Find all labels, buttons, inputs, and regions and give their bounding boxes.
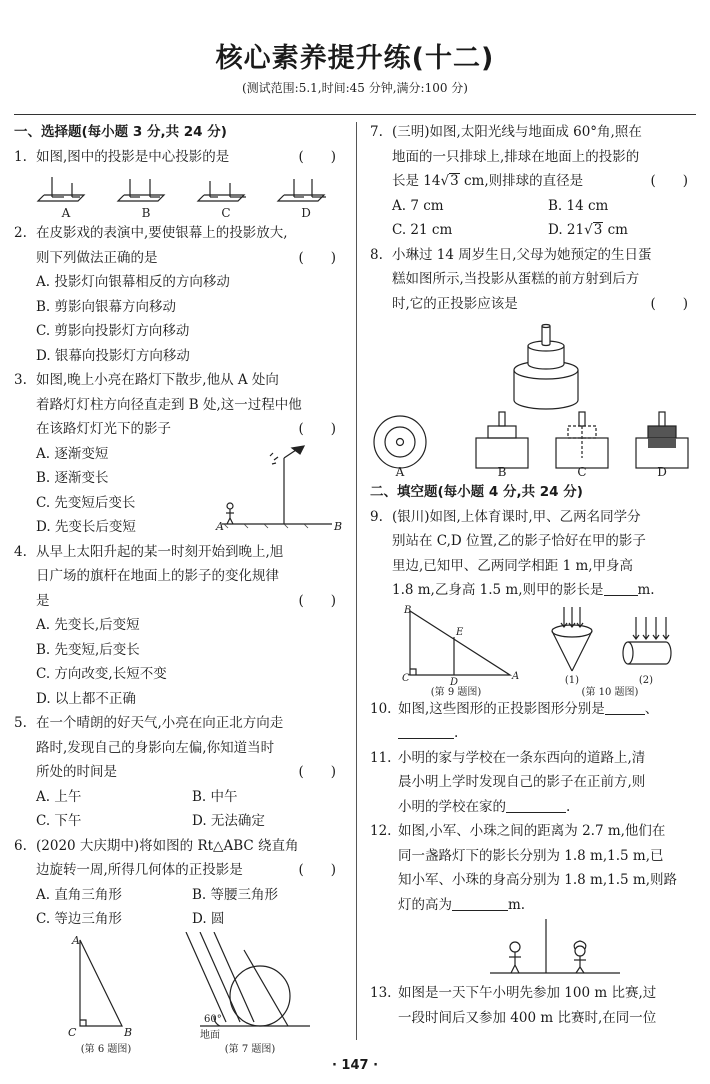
answer-bracket: ( )	[298, 249, 336, 266]
q8-label-d: D	[657, 465, 667, 476]
question-text-line: 着路灯灯柱方向径直走到 B 处,这一过程中他	[36, 396, 302, 413]
question-end: .	[454, 725, 459, 741]
options-grid	[14, 883, 346, 932]
question-5	[14, 711, 346, 785]
q6-caption: (第 6 题图)	[80, 1043, 132, 1055]
question-2	[14, 221, 346, 270]
question-text-line: 里边,已知甲、乙两同学相距 1 m,甲身高	[392, 557, 634, 574]
question-text-line: 小明的学校在家的	[398, 798, 506, 815]
sqrt-symbol: √	[584, 222, 593, 238]
question-number: 1.	[14, 148, 27, 165]
answer-blank[interactable]	[604, 580, 638, 596]
q8-label-b: B	[497, 465, 507, 476]
q1-option-d-figure	[278, 179, 326, 201]
q9-figure	[410, 611, 510, 675]
q6-fig-label-c: C	[68, 1025, 77, 1039]
question-number: 7.	[370, 124, 383, 140]
question-text-line: 在一个晴朗的好天气,小亮在向正北方向走	[36, 715, 284, 731]
question-6	[14, 834, 346, 883]
question-text-line: 地面的一只排球上,排球在地面上的投影的	[392, 148, 640, 165]
q1-option-b-figure	[118, 179, 164, 201]
q3-streetlight-figure	[214, 444, 344, 536]
option-b: B. 先变短,后变长	[36, 641, 140, 658]
option-c: C. 等边三角形	[36, 911, 122, 927]
option-d: D. 无法确定	[192, 813, 265, 829]
option-c: C. 下午	[36, 813, 82, 829]
question-text-line: 糕如图所示,当投影从蛋糕的前方射到后方	[392, 271, 640, 287]
q1-label-a: A	[61, 206, 71, 220]
q8-label-c: C	[577, 465, 587, 476]
question-text-line: 长是 14	[392, 173, 441, 189]
q10-cone-figure	[552, 607, 592, 671]
question-number: 13.	[370, 985, 392, 1001]
question-text-line: 边旋转一周,所得几何体的正投影是	[36, 862, 243, 878]
q8-option-d-figure	[636, 412, 688, 468]
question-text-line: 小明的家与学校在一条东西向的道路上,清	[398, 749, 646, 766]
option-c: C. 剪影向投影灯方向移动	[36, 323, 190, 339]
option-b: B. 中午	[192, 788, 238, 805]
q7-ball-figure	[186, 932, 310, 1026]
q7-ground-label: 地面	[200, 1029, 220, 1041]
answer-bracket: ( )	[298, 592, 336, 609]
question-text: 如图,图中的投影是中心投影的是	[36, 148, 230, 165]
q8-cake-figure	[370, 316, 698, 476]
option-b: B. 剪影向银幕方向移动	[36, 298, 177, 315]
question-text-line: 如图,晚上小亮在路灯下散步,他从 A 处向	[36, 372, 279, 388]
sqrt-radicand: 3	[593, 222, 603, 238]
question-number: 4.	[14, 543, 27, 560]
option-d: D. 银幕向投影灯方向移动	[36, 347, 190, 364]
answer-bracket: ( )	[298, 862, 336, 878]
question-end: .	[566, 798, 571, 815]
q6-fig-label-b: B	[124, 1025, 133, 1039]
option-d: D. 以上都不正确	[36, 690, 136, 707]
question-text-line: 别站在 C,D 位置,乙的影子恰好在甲的影子	[392, 533, 646, 549]
q3-fig-label-b: B	[334, 519, 343, 533]
question-text-line: 则下列做法正确的是	[36, 249, 158, 266]
question-text-line: 路时,发现自己的身影向左偏,你知道当时	[36, 739, 275, 756]
question-number: 5.	[14, 715, 27, 731]
q9-q10-figures	[370, 603, 698, 697]
sqrt-radicand: 3	[450, 173, 459, 189]
option-c: C. 21 cm	[392, 222, 453, 238]
q10-label-1: (1)	[564, 674, 580, 686]
question-text-line: 日广场的旗杆在地面上的影子的变化规律	[36, 568, 279, 584]
q3-fig-label-a: A	[216, 519, 224, 533]
q8-option-b-figure	[476, 412, 528, 468]
question-text-line: 所处的时间是	[36, 764, 117, 780]
page-header	[0, 36, 710, 96]
option-c: C. 先变短后变长	[36, 494, 136, 511]
q9-label-b: B	[404, 604, 412, 616]
question-text-line: 如图是一天下午小明先参加 100 m 比赛,过	[398, 985, 657, 1001]
option-b: B. 等腰三角形	[192, 886, 279, 903]
option-d-suffix: cm	[603, 222, 628, 238]
left-column	[14, 120, 346, 1056]
question-text-line: 1.8 m,乙身高 1.5 m,则甲的影长是	[392, 582, 604, 598]
right-column	[370, 120, 698, 1030]
question-text-line: 时,它的正投影应该是	[392, 295, 518, 312]
sqrt-symbol: √	[440, 173, 450, 189]
question-10	[370, 697, 698, 746]
options-grid	[370, 194, 698, 243]
answer-bracket: ( )	[298, 421, 336, 437]
question-4	[14, 540, 346, 614]
q1-label-d: D	[301, 206, 311, 220]
option-d	[548, 218, 704, 243]
question-text-line: 在该路灯灯光下的影子	[36, 421, 171, 437]
q10-cylinder-figure	[623, 617, 671, 664]
option-b: B. 逐渐变长	[36, 470, 109, 486]
question-number: 3.	[14, 372, 27, 388]
question-text-line: 一段时间后又参加 400 m 比赛时,在同一位	[398, 1009, 657, 1026]
header-rule	[14, 114, 696, 115]
question-text-line: 如图,小军、小珠之间的距离为 2.7 m,他们在	[398, 823, 666, 839]
option-a: A. 逐渐变短	[36, 445, 109, 462]
answer-blank[interactable]	[605, 699, 645, 715]
q1-figure	[14, 169, 344, 221]
question-12	[370, 819, 698, 917]
question-3	[14, 368, 346, 442]
question-number: 11.	[370, 749, 392, 766]
question-text-line: (2020 大庆期中)将如图的 Rt△ABC 绕直角	[36, 837, 299, 854]
q8-option-c-figure	[556, 412, 608, 468]
question-text-line: cm,则排球的直径是	[459, 173, 584, 189]
option-d: D. 圆	[192, 911, 225, 927]
question-text-line: 同一盏路灯下的影长分别为 1.8 m,1.5 m,已	[398, 847, 664, 864]
question-text-line: (银川)如图,上体育课时,甲、乙两名同学分	[392, 508, 641, 525]
q9-label-d: D	[450, 676, 459, 688]
q9-caption: (第 9 题图)	[430, 686, 482, 697]
option-c: C. 方向改变,长短不变	[36, 666, 167, 682]
question-1	[14, 145, 346, 170]
question-8	[370, 243, 698, 317]
answer-bracket: ( )	[298, 764, 336, 780]
question-text-line: 灯的高为	[398, 896, 452, 913]
question-11	[370, 746, 698, 820]
question-number: 2.	[14, 225, 27, 241]
question-number: 12.	[370, 823, 392, 839]
q9-label-e: E	[456, 626, 464, 638]
section-fill-title: 二、填空题(每小题 4 分,共 24 分)	[370, 484, 583, 500]
option-d: D. 先变长后变短	[36, 519, 136, 535]
page-title: 核心素养提升练(十二)	[215, 43, 495, 74]
q8-cake-3d	[514, 325, 578, 410]
question-text-line: 晨小明上学时发现自己的影子在正前方,则	[398, 774, 646, 790]
question-text-line: 知小军、小珠的身高分别为 1.8 m,1.5 m,则路	[398, 872, 677, 888]
option-a: A. 7 cm	[392, 197, 444, 214]
q7-caption: (第 7 题图)	[224, 1043, 276, 1055]
q6-q7-figures	[14, 932, 344, 1056]
question-text-line: (三明)如图,太阳光线与地面成 60°角,照在	[392, 124, 642, 140]
question-text-line: 在皮影戏的表演中,要使银幕上的投影放大,	[36, 225, 288, 241]
q1-label-c: C	[221, 206, 231, 220]
option-b: B. 14 cm	[548, 197, 609, 214]
question-text-line: 如图,这些图形的正投影图形分别是	[398, 700, 605, 717]
options-grid	[14, 785, 346, 834]
page-subtitle: (测试范围:5.1,时间:45 分钟,满分:100 分)	[241, 81, 468, 95]
question-end: m.	[508, 896, 526, 913]
question-number: 10.	[370, 700, 392, 717]
answer-bracket: ( )	[650, 295, 688, 312]
q10-caption: (第 10 题图)	[581, 686, 639, 697]
q6-triangle-figure	[80, 940, 122, 1026]
question-text-line: 从早上太阳升起的某一时刻开始到晚上,旭	[36, 543, 284, 560]
q7-angle-label: 60°	[204, 1013, 222, 1025]
q1-option-a-figure	[38, 177, 84, 201]
question-text-line: 是	[36, 592, 50, 609]
option-a: A. 上午	[36, 788, 82, 805]
answer-blank[interactable]	[452, 895, 508, 911]
option-a: A. 投影灯向银幕相反的方向移动	[36, 274, 230, 290]
q10-label-2: (2)	[638, 674, 654, 686]
option-a: A. 先变长,后变短	[36, 617, 140, 633]
q6-fig-label-a: A	[72, 933, 80, 947]
answer-bracket: ( )	[650, 173, 688, 189]
separator: 、	[644, 700, 659, 717]
question-9	[370, 505, 698, 603]
question-text-line: m.	[637, 582, 655, 598]
q9-label-a: A	[512, 670, 520, 682]
answer-bracket: ( )	[298, 148, 336, 165]
answer-blank[interactable]	[398, 723, 454, 739]
page-number: · 147 ·	[331, 1058, 379, 1073]
question-number: 6.	[14, 837, 27, 854]
question-text-line: 小琳过 14 周岁生日,父母为她预定的生日蛋	[392, 246, 652, 263]
q8-option-a-figure	[374, 416, 426, 468]
answer-blank[interactable]	[506, 797, 566, 813]
column-divider	[356, 122, 357, 1040]
q1-label-b: B	[141, 206, 151, 220]
q12-streetlight-figure	[370, 917, 698, 981]
section-choice-title: 一、选择题(每小题 3 分,共 24 分)	[14, 124, 227, 140]
q8-label-a: A	[395, 465, 405, 476]
q9-label-c: C	[402, 672, 410, 684]
question-13	[370, 981, 698, 1030]
question-number: 9.	[370, 508, 383, 525]
question-7	[370, 120, 698, 194]
option-d-prefix: D. 21	[548, 222, 585, 238]
question-number: 8.	[370, 246, 383, 263]
q1-option-c-figure	[198, 181, 246, 201]
option-a: A. 直角三角形	[36, 886, 122, 903]
